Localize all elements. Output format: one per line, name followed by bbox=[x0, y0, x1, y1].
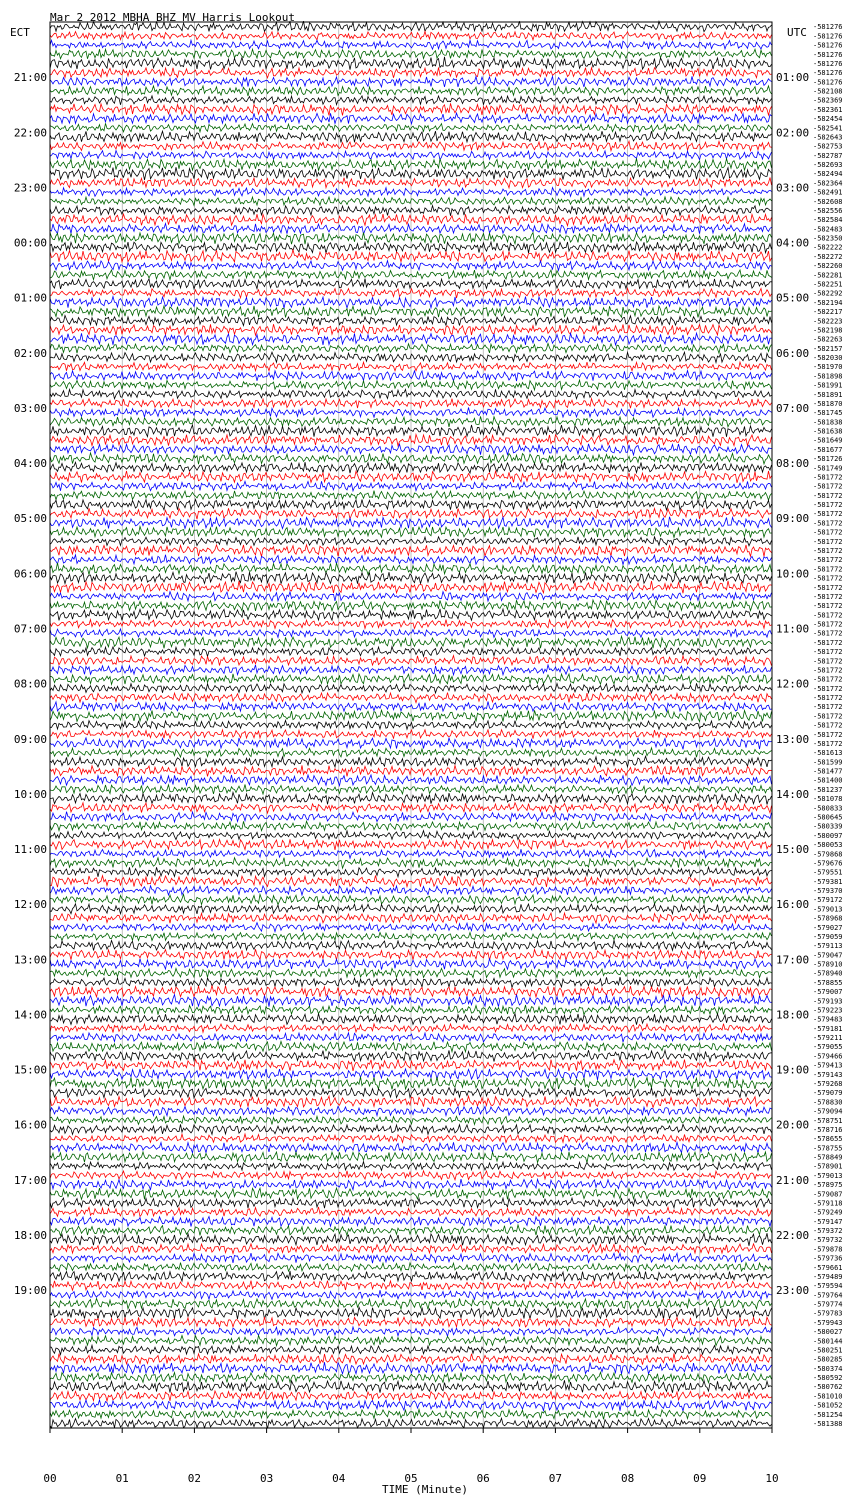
right-hour-label: 09:00 bbox=[776, 512, 810, 526]
right-hour-labels bbox=[776, 71, 809, 1297]
row-offset-label: -582272 bbox=[813, 252, 843, 261]
row-offset-label: -579551 bbox=[813, 868, 843, 877]
left-hour-label: 00:00 bbox=[13, 236, 47, 250]
right-hour-label: 04:00 bbox=[776, 236, 810, 250]
row-offset-label: -578975 bbox=[813, 1181, 843, 1190]
row-offset-label: -579372 bbox=[813, 1227, 843, 1236]
row-offset-label: -582223 bbox=[813, 317, 843, 326]
row-offset-label: -580374 bbox=[813, 1364, 843, 1373]
x-axis-ticks bbox=[43, 1428, 778, 1485]
row-offset-label: -580027 bbox=[813, 1328, 843, 1337]
row-offset-label: -581638 bbox=[813, 427, 843, 436]
row-offset-label: -579868 bbox=[813, 850, 843, 859]
row-offset-label: -581254 bbox=[813, 1410, 843, 1419]
row-offset-label: -581772 bbox=[813, 602, 843, 611]
x-tick-label: 02 bbox=[187, 1472, 202, 1485]
row-offset-label: -579943 bbox=[813, 1318, 843, 1327]
row-offset-label: -581891 bbox=[813, 390, 843, 399]
row-offset-label: -578849 bbox=[813, 1153, 843, 1162]
row-offset-label: -579013 bbox=[813, 1171, 843, 1180]
row-offset-label: -581772 bbox=[813, 666, 843, 675]
row-offset-label: -582281 bbox=[813, 271, 843, 280]
row-offset-label: -579594 bbox=[813, 1282, 843, 1291]
row-offset-label: -581772 bbox=[813, 537, 843, 546]
x-axis-label: TIME (Minute) bbox=[381, 1483, 469, 1496]
row-offset-label: -579181 bbox=[813, 1024, 843, 1033]
row-offset-label: -581726 bbox=[813, 455, 843, 464]
right-hour-label: 16:00 bbox=[776, 898, 810, 912]
right-hour-label: 10:00 bbox=[776, 567, 810, 581]
left-hour-label: 05:00 bbox=[13, 512, 47, 526]
row-offset-label: -579087 bbox=[813, 1190, 843, 1199]
right-hour-label: 18:00 bbox=[776, 1008, 810, 1022]
x-tick-label: 03 bbox=[259, 1472, 274, 1485]
right-hour-label: 08:00 bbox=[776, 457, 810, 471]
row-offset-label: -580251 bbox=[813, 1346, 843, 1355]
row-offset-label: -581010 bbox=[813, 1392, 843, 1401]
row-offset-label: -580592 bbox=[813, 1374, 843, 1383]
left-hour-label: 12:00 bbox=[13, 898, 47, 912]
row-offset-label: -581772 bbox=[813, 712, 843, 721]
left-hour-label: 07:00 bbox=[13, 622, 47, 636]
row-offset-label: -581613 bbox=[813, 749, 843, 758]
right-hour-label: 06:00 bbox=[776, 346, 810, 360]
row-offset-label: -579466 bbox=[813, 1052, 843, 1061]
right-hour-label: 17:00 bbox=[776, 953, 810, 967]
x-tick-label: 10 bbox=[765, 1472, 779, 1485]
row-offset-label: -579143 bbox=[813, 1070, 843, 1079]
right-hour-label: 01:00 bbox=[776, 71, 810, 85]
left-hour-label: 14:00 bbox=[13, 1008, 47, 1022]
left-timezone-label: ECT bbox=[10, 26, 30, 39]
x-tick-label: 04 bbox=[332, 1472, 346, 1485]
row-offset-label: -581772 bbox=[813, 694, 843, 703]
row-offset-label: -581052 bbox=[813, 1401, 843, 1410]
x-tick-label: 09 bbox=[693, 1472, 707, 1485]
row-offset-label: -582556 bbox=[813, 206, 843, 215]
left-hour-label: 17:00 bbox=[13, 1173, 47, 1187]
row-offset-label: -579878 bbox=[813, 1245, 843, 1254]
row-offset-label: -581749 bbox=[813, 464, 843, 473]
row-offset-label: -580645 bbox=[813, 813, 843, 822]
row-offset-label: -582030 bbox=[813, 354, 843, 363]
right-timezone-label: UTC bbox=[787, 26, 807, 39]
row-offset-label: -582541 bbox=[813, 124, 843, 133]
row-offset-label: -581970 bbox=[813, 363, 843, 372]
row-offset-label: -579059 bbox=[813, 932, 843, 941]
right-hour-label: 03:00 bbox=[776, 181, 810, 195]
row-offset-label: -579249 bbox=[813, 1208, 843, 1217]
row-offset-label: -581276 bbox=[813, 69, 843, 78]
row-offset-label: -578940 bbox=[813, 969, 843, 978]
row-offset-label: -580762 bbox=[813, 1383, 843, 1392]
row-offset-label: -578751 bbox=[813, 1116, 843, 1125]
row-offset-label: -581772 bbox=[813, 721, 843, 730]
row-offset-label: -581772 bbox=[813, 629, 843, 638]
left-hour-label: 02:00 bbox=[13, 346, 47, 360]
row-offset-label: -581772 bbox=[813, 482, 843, 491]
row-offset-label: -581772 bbox=[813, 528, 843, 537]
row-offset-label: -581772 bbox=[813, 565, 843, 574]
left-hour-label: 19:00 bbox=[13, 1284, 47, 1298]
row-offset-label: -580097 bbox=[813, 831, 843, 840]
right-hour-label: 20:00 bbox=[776, 1118, 810, 1132]
row-offset-label: -581838 bbox=[813, 418, 843, 427]
right-hour-label: 14:00 bbox=[776, 787, 810, 801]
right-hour-label: 12:00 bbox=[776, 677, 810, 691]
left-hour-label: 06:00 bbox=[13, 567, 47, 581]
row-offset-label: -582608 bbox=[813, 197, 843, 206]
row-offset-label: -579172 bbox=[813, 896, 843, 905]
row-offset-label: -582693 bbox=[813, 161, 843, 170]
row-offset-label: -581745 bbox=[813, 409, 843, 418]
row-offset-label: -581772 bbox=[813, 648, 843, 657]
row-offset-label: -581772 bbox=[813, 620, 843, 629]
row-offset-label: -581772 bbox=[813, 739, 843, 748]
row-offset-label: -582222 bbox=[813, 243, 843, 252]
row-offset-label: -581772 bbox=[813, 657, 843, 666]
row-offset-label: -582194 bbox=[813, 298, 843, 307]
x-tick-label: 05 bbox=[404, 1472, 418, 1485]
row-offset-label: -579736 bbox=[813, 1254, 843, 1263]
right-hour-label: 02:00 bbox=[776, 126, 810, 140]
row-offset-label: -579381 bbox=[813, 877, 843, 886]
row-offset-label: -582217 bbox=[813, 308, 843, 317]
left-hour-label: 23:00 bbox=[13, 181, 47, 195]
right-hour-label: 15:00 bbox=[776, 843, 810, 857]
row-offset-label: -582108 bbox=[813, 87, 843, 96]
row-offset-label: -580833 bbox=[813, 804, 843, 813]
left-hour-label: 10:00 bbox=[13, 787, 47, 801]
row-offset-label: -578830 bbox=[813, 1098, 843, 1107]
row-offset-label: -581276 bbox=[813, 59, 843, 68]
right-hour-label: 23:00 bbox=[776, 1284, 810, 1298]
row-offset-label: -580053 bbox=[813, 841, 843, 850]
right-hour-label: 07:00 bbox=[776, 401, 810, 415]
row-offset-label: -581870 bbox=[813, 399, 843, 408]
row-offset-label: -579676 bbox=[813, 859, 843, 868]
row-offset-label: -582753 bbox=[813, 142, 843, 151]
left-hour-label: 11:00 bbox=[13, 843, 47, 857]
row-offset-label: -581772 bbox=[813, 675, 843, 684]
row-offset-label: -579489 bbox=[813, 1272, 843, 1281]
row-offset-label: -581772 bbox=[813, 510, 843, 519]
row-offset-label: -578901 bbox=[813, 1162, 843, 1171]
row-offset-label: -579118 bbox=[813, 1199, 843, 1208]
row-offset-label: -582292 bbox=[813, 289, 843, 298]
row-offset-label: -581772 bbox=[813, 684, 843, 693]
left-hour-label: 01:00 bbox=[13, 291, 47, 305]
left-hour-label: 13:00 bbox=[13, 953, 47, 967]
row-offset-label: -579370 bbox=[813, 887, 843, 896]
row-offset-label: -579027 bbox=[813, 923, 843, 932]
x-tick-label: 06 bbox=[476, 1472, 490, 1485]
row-offset-label: -582260 bbox=[813, 262, 843, 271]
row-offset-label: -581772 bbox=[813, 546, 843, 555]
row-offset-label: -582584 bbox=[813, 216, 843, 225]
row-offset-label: -581772 bbox=[813, 473, 843, 482]
row-offset-label: -580285 bbox=[813, 1355, 843, 1364]
row-offset-label: -581772 bbox=[813, 574, 843, 583]
row-offset-label: -582369 bbox=[813, 96, 843, 105]
x-tick-label: 01 bbox=[115, 1472, 129, 1485]
row-offset-label: -579113 bbox=[813, 942, 843, 951]
row-offset-label: -582787 bbox=[813, 151, 843, 160]
row-offset-label: -581400 bbox=[813, 776, 843, 785]
left-hour-label: 21:00 bbox=[13, 71, 47, 85]
row-offset-label: -578716 bbox=[813, 1125, 843, 1134]
row-offset-label: -579783 bbox=[813, 1309, 843, 1318]
left-hour-label: 18:00 bbox=[13, 1229, 47, 1243]
row-offset-label: -581276 bbox=[813, 32, 843, 41]
left-hour-label: 16:00 bbox=[13, 1118, 47, 1132]
row-offset-label: -581237 bbox=[813, 785, 843, 794]
row-offset-label: -582251 bbox=[813, 280, 843, 289]
row-offset-label: -581276 bbox=[813, 23, 843, 32]
row-offset-label: -580339 bbox=[813, 822, 843, 831]
right-hour-label: 19:00 bbox=[776, 1063, 810, 1077]
row-offset-label: -582454 bbox=[813, 115, 843, 124]
row-offset-label: -582483 bbox=[813, 225, 843, 234]
row-offset-label: -582198 bbox=[813, 326, 843, 335]
right-hour-label: 22:00 bbox=[776, 1229, 810, 1243]
row-offset-labels bbox=[813, 23, 843, 1428]
row-offset-label: -581772 bbox=[813, 611, 843, 620]
row-offset-label: -581772 bbox=[813, 519, 843, 528]
row-offset-label: -581772 bbox=[813, 491, 843, 500]
row-offset-label: -582494 bbox=[813, 170, 843, 179]
row-offset-label: -579268 bbox=[813, 1079, 843, 1088]
x-tick-label: 08 bbox=[620, 1472, 635, 1485]
right-hour-label: 21:00 bbox=[776, 1173, 810, 1187]
row-offset-label: -582491 bbox=[813, 188, 843, 197]
x-tick-label: 00 bbox=[43, 1472, 57, 1485]
row-offset-label: -578655 bbox=[813, 1135, 843, 1144]
left-hour-label: 09:00 bbox=[13, 732, 47, 746]
row-offset-label: -581388 bbox=[813, 1420, 843, 1429]
row-offset-label: -582157 bbox=[813, 344, 843, 353]
left-hour-label: 03:00 bbox=[13, 401, 47, 415]
right-hour-label: 05:00 bbox=[776, 291, 810, 305]
right-hour-label: 11:00 bbox=[776, 622, 810, 636]
row-offset-label: -579147 bbox=[813, 1217, 843, 1226]
row-offset-label: -579047 bbox=[813, 951, 843, 960]
row-offset-label: -579211 bbox=[813, 1034, 843, 1043]
row-offset-label: -582364 bbox=[813, 179, 843, 188]
row-offset-label: -578755 bbox=[813, 1144, 843, 1153]
row-offset-label: -580144 bbox=[813, 1337, 843, 1346]
row-offset-label: -581772 bbox=[813, 638, 843, 647]
row-offset-label: -582361 bbox=[813, 105, 843, 114]
right-hour-label: 13:00 bbox=[776, 732, 810, 746]
row-offset-label: -581772 bbox=[813, 556, 843, 565]
row-offset-label: -578910 bbox=[813, 960, 843, 969]
row-offset-label: -581772 bbox=[813, 501, 843, 510]
chart-title: Mar 2 2012 MBHA BHZ MV Harris Lookout bbox=[50, 11, 296, 24]
row-offset-label: -579223 bbox=[813, 1006, 843, 1015]
row-offset-label: -581078 bbox=[813, 795, 843, 804]
row-offset-label: -581898 bbox=[813, 372, 843, 381]
row-offset-label: -579055 bbox=[813, 1043, 843, 1052]
row-offset-label: -579774 bbox=[813, 1300, 843, 1309]
left-hour-label: 15:00 bbox=[13, 1063, 47, 1077]
row-offset-label: -579413 bbox=[813, 1061, 843, 1070]
row-offset-label: -581772 bbox=[813, 583, 843, 592]
row-offset-label: -581772 bbox=[813, 730, 843, 739]
x-tick-label: 07 bbox=[548, 1472, 563, 1485]
row-offset-label: -581599 bbox=[813, 758, 843, 767]
row-offset-label: -579193 bbox=[813, 997, 843, 1006]
row-offset-label: -579732 bbox=[813, 1236, 843, 1245]
left-hour-label: 08:00 bbox=[13, 677, 47, 691]
row-offset-label: -578855 bbox=[813, 978, 843, 987]
row-offset-label: -582350 bbox=[813, 234, 843, 243]
row-offset-label: -581991 bbox=[813, 381, 843, 390]
row-offset-label: -581772 bbox=[813, 703, 843, 712]
row-offset-label: -581772 bbox=[813, 592, 843, 601]
row-offset-label: -579661 bbox=[813, 1263, 843, 1272]
row-offset-label: -581276 bbox=[813, 41, 843, 50]
row-offset-label: -581477 bbox=[813, 767, 843, 776]
row-offset-label: -582263 bbox=[813, 335, 843, 344]
row-offset-label: -579483 bbox=[813, 1015, 843, 1024]
row-offset-label: -579764 bbox=[813, 1291, 843, 1300]
row-offset-label: -581276 bbox=[813, 78, 843, 87]
row-offset-label: -578968 bbox=[813, 914, 843, 923]
row-offset-label: -579094 bbox=[813, 1107, 843, 1116]
row-offset-label: -581649 bbox=[813, 436, 843, 445]
row-offset-label: -579079 bbox=[813, 1089, 843, 1098]
left-hour-label: 04:00 bbox=[13, 457, 47, 471]
left-hour-label: 22:00 bbox=[13, 126, 47, 140]
left-hour-labels bbox=[14, 71, 47, 1297]
row-offset-label: -581677 bbox=[813, 445, 843, 454]
row-offset-label: -579007 bbox=[813, 988, 843, 997]
row-offset-label: -579013 bbox=[813, 905, 843, 914]
row-offset-label: -581276 bbox=[813, 50, 843, 59]
row-offset-label: -582643 bbox=[813, 133, 843, 142]
